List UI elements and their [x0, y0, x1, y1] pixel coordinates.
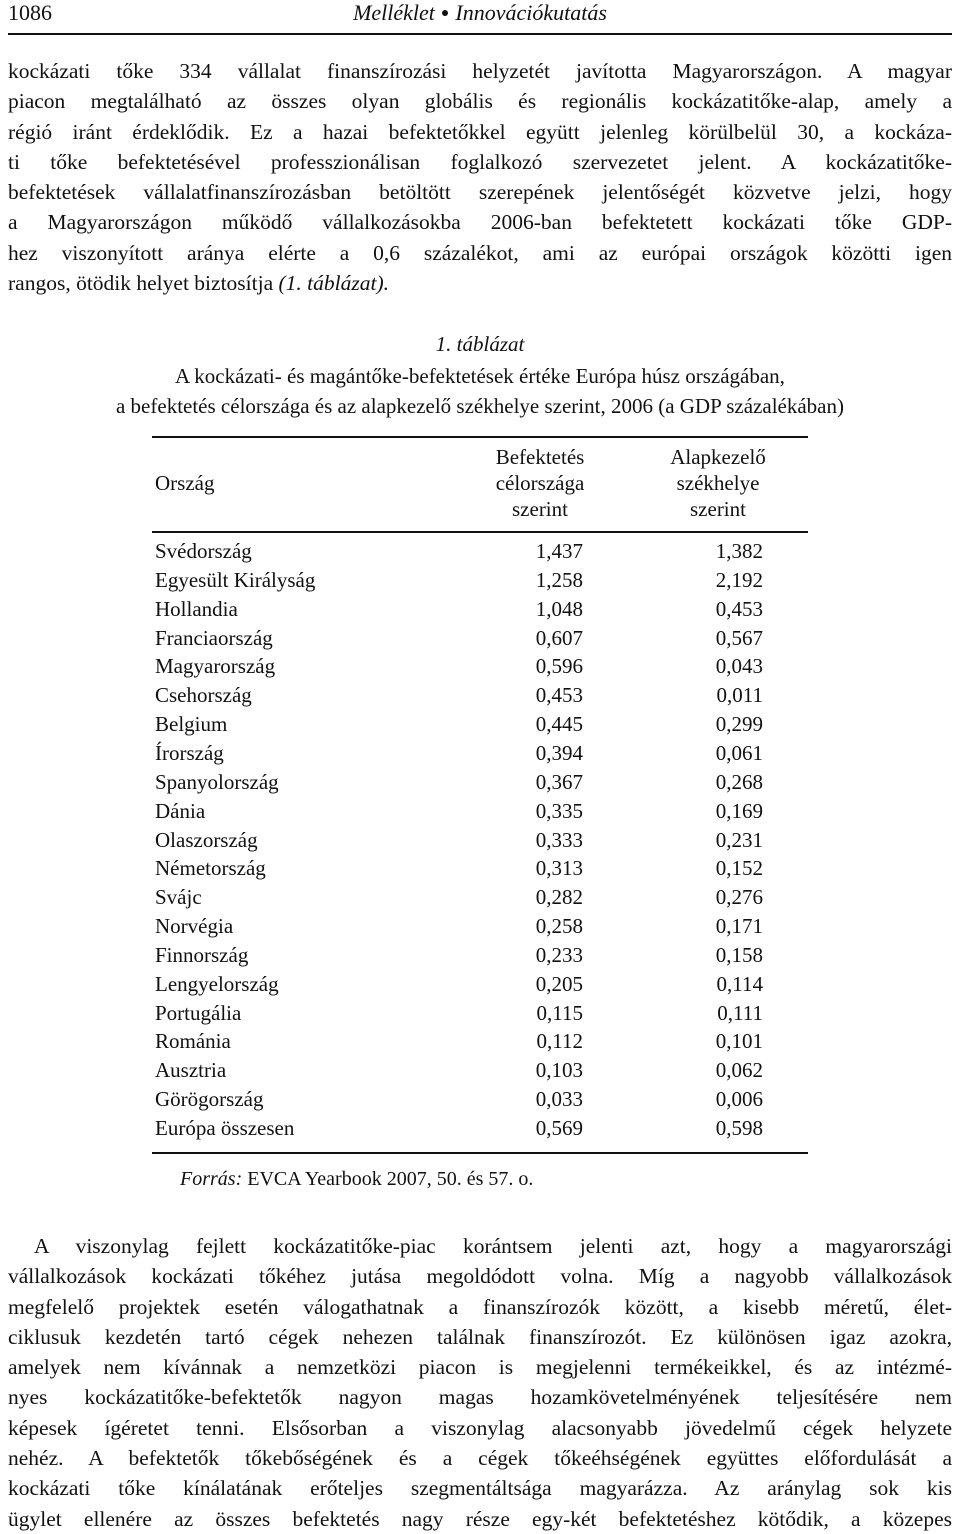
fund-value-cell: 0,276 — [715, 885, 763, 910]
text-line: megfelelő projektek esetén válogathatnak a finanszírozók között, a kisebb méretű, élet- — [8, 1294, 952, 1319]
source-label: Forrás: — [180, 1168, 243, 1190]
running-title-right: Innovációkutatás — [455, 0, 607, 25]
target-value-cell: 0,103 — [535, 1058, 583, 1083]
table-row — [155, 854, 805, 883]
table-row — [155, 1085, 805, 1114]
discussion-paragraph — [8, 1231, 952, 1534]
table-row — [155, 624, 805, 653]
table-number: 1. táblázat — [435, 332, 525, 356]
country-cell: Románia — [155, 1029, 231, 1054]
country-cell: Csehország — [155, 683, 252, 708]
fund-value-cell: 0,006 — [715, 1087, 763, 1112]
table-row — [155, 595, 805, 624]
target-value-cell: 0,233 — [535, 942, 583, 967]
text-line: hez viszonyított aránya elérte a 0,6 százalékot, ami az európai országok közötti igen — [8, 240, 952, 265]
column-header-country: Ország — [155, 471, 215, 495]
table-row — [155, 912, 805, 941]
running-header — [8, 0, 952, 30]
country-cell: Norvégia — [155, 914, 234, 939]
running-title — [8, 0, 952, 30]
fund-value-cell: 0,043 — [715, 654, 763, 679]
text-line: a Magyarországon működő vállalkozásokba 2006-ban befektetett kockázati tőke GDP- — [8, 210, 952, 235]
target-value-cell: 1,437 — [535, 539, 583, 563]
country-cell: Magyarország — [155, 654, 276, 679]
table-row — [155, 1056, 805, 1085]
target-value-cell: 0,313 — [535, 856, 583, 881]
fund-value-cell: 0,567 — [715, 625, 763, 650]
target-value-cell: 0,115 — [536, 1000, 583, 1025]
table-row — [155, 826, 805, 855]
text-line: befektetések vállalatfinanszírozásban betöltött szerepének jelentőségét közvetve jelzi, hogy — [8, 180, 952, 205]
page-number: 1086 — [8, 0, 52, 25]
source-text: EVCA Yearbook 2007, 50. és 57. o. — [242, 1168, 534, 1190]
fund-value-cell: 1,382 — [715, 539, 763, 563]
target-value-cell: 0,205 — [535, 971, 583, 996]
table-row — [155, 710, 805, 739]
country-cell: Egyesült Királyság — [155, 567, 316, 592]
table-reference-link[interactable]: (1. táblázat). — [278, 271, 389, 296]
country-cell: Lengyelország — [155, 971, 279, 996]
table-row — [155, 797, 805, 826]
text-line: amelyek nem kívánnak a nemzetközi piacon is megjelenni termékeikkel, és az intézmé- — [8, 1355, 952, 1380]
fund-value-cell: 0,169 — [715, 798, 763, 823]
column-header-fund: Alapkezelő székhelye szerint — [670, 445, 766, 521]
country-cell: Portugália — [155, 1000, 242, 1025]
country-cell: Európa összesen — [155, 1116, 295, 1140]
text-line: ügylet ellenére az összes befektetés nagy része egy-két befektetéshez kötődik, a közepes — [8, 1506, 952, 1531]
fund-value-cell: 0,171 — [715, 914, 763, 939]
target-value-cell: 0,607 — [535, 625, 583, 650]
table-source — [180, 1166, 533, 1192]
target-value-cell: 0,033 — [535, 1087, 583, 1112]
text-line: kockázati tőke kínálatának erőteljes szegmentáltsága magyarázza. Az aránylag sok kis — [8, 1476, 952, 1501]
table-title-line1: A kockázati- és magántőke-befektetések értéke Európa húsz országában, — [175, 364, 785, 388]
target-value-cell: 1,258 — [535, 567, 583, 592]
table-row — [155, 970, 805, 999]
fund-value-cell: 0,111 — [717, 1000, 763, 1025]
table-row — [155, 883, 805, 912]
table-title-line2: a befektetés célországa és az alapkezelő székhelye szerint, 2006 (a GDP százalékában) — [115, 394, 844, 418]
country-cell: Olaszország — [155, 827, 258, 852]
bullet-separator-icon: ● — [440, 6, 450, 21]
target-value-cell: 0,394 — [535, 740, 583, 765]
text-line: nehéz. A befektetők tőkebőségének és a cégek tőkeéhségének együttes előfordulását a — [8, 1446, 952, 1471]
target-value-cell: 0,453 — [535, 683, 583, 708]
table-row — [155, 941, 805, 970]
target-value-cell: 0,335 — [535, 798, 583, 823]
text-line: A viszonylag fejlett kockázatitőke-piac korántsem jelenti azt, hogy a magyarországi — [34, 1234, 952, 1258]
column-header-target: Befektetés célországa szerint — [495, 445, 585, 521]
table-header-rule — [152, 531, 808, 533]
table-row — [155, 681, 805, 710]
table-row — [155, 1114, 805, 1143]
target-value-cell: 0,569 — [535, 1116, 583, 1140]
text-line: vállalkozások kockázati tőkéhez jutása megoldódott volna. Míg a nagyobb vállalkozások — [8, 1264, 952, 1289]
fund-value-cell: 0,158 — [715, 942, 763, 967]
country-cell: Franciaország — [155, 625, 273, 650]
fund-value-cell: 0,231 — [715, 827, 763, 852]
country-cell: Görögország — [155, 1087, 264, 1112]
text-line: kockázati tőke 334 vállalat finanszírozási helyzetét javította Magyarországon. A magyar — [8, 59, 952, 83]
table-row — [155, 566, 805, 595]
target-value-cell: 0,596 — [535, 654, 583, 679]
country-cell: Belgium — [155, 712, 228, 737]
fund-value-cell: 0,453 — [715, 596, 763, 621]
text-line — [8, 268, 952, 298]
text-line: képesek ígéretet tenni. Elsősorban a viszonylag alacsonyabb jövedelmű cégek helyzete — [8, 1415, 952, 1440]
country-cell: Németország — [155, 856, 266, 881]
fund-value-cell: 0,011 — [716, 683, 763, 708]
text-line: ti tőke befektetésével professzionálisan foglalkozó szervezetet jelent. A kockázatitőke- — [8, 149, 952, 174]
target-value-cell: 0,367 — [535, 769, 583, 794]
text-line: nyes kockázatitőke-befektetők nagyon magas hozamkövetelményének teljesítésére nem — [8, 1385, 952, 1410]
fund-value-cell: 0,061 — [715, 740, 763, 765]
target-value-cell: 0,282 — [535, 885, 583, 910]
fund-value-cell: 0,062 — [715, 1058, 763, 1083]
fund-value-cell: 2,192 — [715, 567, 763, 592]
country-cell: Ausztria — [155, 1058, 227, 1083]
header-rule — [8, 33, 952, 35]
fund-value-cell: 0,299 — [715, 712, 763, 737]
target-value-cell: 0,112 — [536, 1029, 583, 1054]
table-row — [155, 768, 805, 797]
intro-paragraph — [8, 56, 952, 298]
table-top-rule — [152, 436, 808, 438]
running-title-left: Melléklet — [353, 0, 435, 25]
table-row — [155, 1027, 805, 1056]
fund-value-cell: 0,268 — [715, 769, 763, 794]
target-value-cell: 1,048 — [535, 596, 583, 621]
table-row — [155, 739, 805, 768]
table-bottom-rule — [152, 1152, 808, 1154]
country-cell: Svájc — [155, 885, 202, 910]
country-cell: Svédország — [155, 539, 252, 563]
target-value-cell: 0,445 — [535, 712, 583, 737]
text-line: régió iránt érdeklődik. Ez a hazai befektetőkkel együtt jelenleg körülbelül 30, a kockáza- — [8, 119, 952, 144]
table-row — [155, 999, 805, 1028]
country-cell: Írország — [155, 740, 224, 765]
text-plain: rangos, ötödik helyet biztosítja — [8, 271, 279, 296]
target-value-cell: 0,258 — [535, 914, 583, 939]
country-cell: Finnország — [155, 942, 249, 967]
table-row — [155, 652, 805, 681]
table-row — [155, 537, 805, 566]
fund-value-cell: 0,114 — [716, 971, 763, 996]
text-line: ciklusuk kezdetén tartó cégek nehezen találnak finanszírozót. Ez különösen igaz azokra, — [8, 1324, 952, 1349]
fund-value-cell: 0,152 — [715, 856, 763, 881]
fund-value-cell: 0,598 — [715, 1116, 763, 1140]
target-value-cell: 0,333 — [535, 827, 583, 852]
country-cell: Hollandia — [155, 596, 238, 621]
country-cell: Dánia — [155, 798, 206, 823]
text-line: piacon megtalálható az összes olyan globális és regionális kockázatitőke-alap, amely a — [8, 89, 952, 114]
fund-value-cell: 0,101 — [715, 1029, 763, 1054]
country-cell: Spanyolország — [155, 769, 279, 794]
